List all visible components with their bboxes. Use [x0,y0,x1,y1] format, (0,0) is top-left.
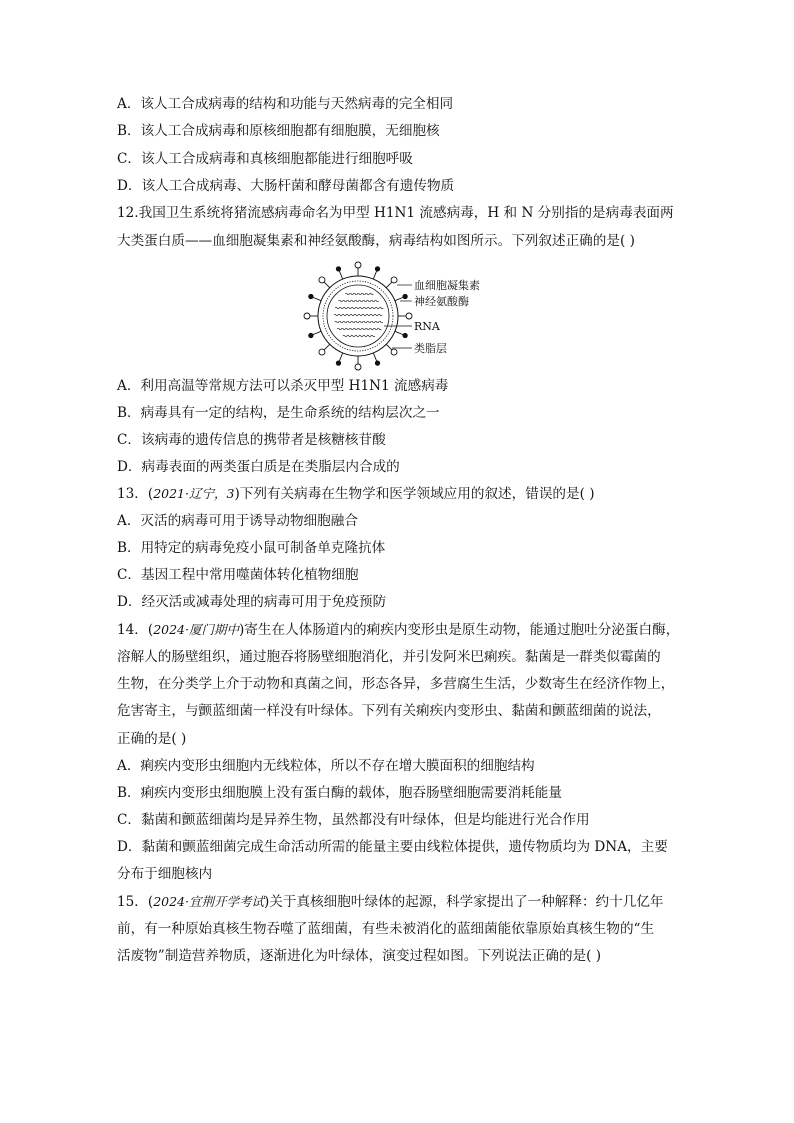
q13-option-b: B．用特定的病毒免疫小鼠可制备单克隆抗体 [117,540,386,556]
q12-stem-line-2: 大类蛋白质——血细胞凝集素和神经氨酸酶，病毒结构如图所示。下列叙述正确的是( ) [117,233,635,249]
q14-stem-line-2: 溶解人的肠壁组织，通过胞吞将肠壁细胞消化，并引发阿米巴痢疾。黏菌是一群类似霉菌的 [117,649,661,665]
q15-number: 15．( [117,894,154,910]
spike-stalk [339,271,342,279]
virus-structure-diagram [300,260,520,372]
q15-stem-line-3: 活废物”制造营养物质，逐渐进化为叶绿体，演变过程如图。下列说法正确的是( ) [117,948,602,964]
label-rna: RNA [414,320,440,333]
q15-stem-line-1 [117,892,664,912]
q11-option-b: B．该人工合成病毒和原核细胞都有细胞膜，无细胞核 [117,123,440,139]
q13-stem-text: )下列有关病毒在生物学和医学领域应用的叙述，错误的是( ) [234,486,595,502]
q12-option-b: B．病毒具有一定的结构，是生命系统的结构层次之一 [117,405,440,421]
neuraminidase-spike [375,361,379,365]
spike-stalk [313,331,321,334]
q14-stem-line-3: 生物，在分类学上介于动物和真菌之间，形态各异，多营腐生生活，少数寄生在经济作物上， [117,676,675,692]
spike-stalk [313,297,321,300]
neuraminidase-spike [403,294,407,298]
hemagglutinin-spike [355,262,361,268]
q14-source: 2024·厦门期中 [153,622,239,637]
label-lipid-layer: 类脂层 [414,342,447,355]
spike-stalk [339,353,342,361]
q12-stem-line-1: 12.我国卫生系统将猪流感病毒命名为甲型 H1N1 流感病毒，H 和 N 分别指的是病毒表面两 [117,205,674,221]
q11-option-d: D．该人工合成病毒、大肠杆菌和酵母菌都含有遗传物质 [117,178,455,194]
q13-source: 2021·辽宁，3 [153,486,235,501]
q13-number: 13．( [117,486,154,502]
hemagglutinin-spike [355,364,361,370]
rna-wave [339,300,379,302]
neuraminidase-spike [309,333,313,337]
spike-stalk [395,331,403,334]
q13-option-d: D．经灭活或减毒处理的病毒可用于免疫预防 [117,594,387,610]
q12-option-a: A．利用高温等常规方法可以杀灭甲型 H1N1 流感病毒 [117,378,449,394]
q13-option-a: A．灭活的病毒可用于诱导动物细胞融合 [117,513,358,529]
q14-option-a: A．痢疾内变形虫细胞内无线粒体，所以不存在增大膜面积的细胞结构 [117,758,535,774]
hemagglutinin-spike [319,277,325,283]
hemagglutinin-spike [406,313,412,319]
label-neuraminidase: 神经氨酸酶 [414,295,469,308]
q14-stem-text: )寄生在人体肠道内的痢疾内变形虫是原生动物，能通过胞吐分泌蛋白酶， [239,622,680,638]
neuraminidase-spike [403,333,407,337]
spike-stalk [373,271,376,279]
q14-stem-line-5: 正确的是( ) [117,731,187,747]
q14-option-b: B．痢疾内变形虫细胞膜上没有蛋白酶的载体，胞吞肠壁细胞需要消耗能量 [117,785,562,801]
q15-stem-text: )关于真核细胞叶绿体的起源，科学家提出了一种解释：约十几亿年 [264,894,664,910]
hemagglutinin-spike [391,277,397,283]
q11-option-c: C．该人工合成病毒和真核细胞都能进行细胞呼吸 [117,151,413,167]
spike-stalk [395,297,403,300]
q15-source: 2024·宜荆开学考试 [153,894,264,909]
neuraminidase-spike [309,294,313,298]
q13-stem [117,484,595,504]
q14-option-c: C．黏菌和颤蓝细菌均是异养生物，虽然都没有叶绿体，但是均能进行光合作用 [117,812,590,828]
hemagglutinin-spike [391,349,397,355]
q14-stem-line-4: 危害寄主，与颤蓝细菌一样没有叶绿体。下列有关痢疾内变形虫、黏菌和颤蓝细菌的说法， [117,703,661,719]
hemagglutinin-spike [304,313,310,319]
q11-option-a: A．该人工合成病毒的结构和功能与天然病毒的完全相同 [117,96,454,112]
q15-stem-line-2: 前，有一种原始真核生物吞噬了蓝细菌，有些未被消化的蓝细菌能依靠原始真核生物的“生 [117,921,655,937]
q14-option-d-continued: 分布于细胞核内 [117,866,213,882]
q12-option-d: D．病毒表面的两类蛋白质是在类脂层内合成的 [117,459,400,475]
q12-option-c: C．该病毒的遗传信息的携带者是核糖核苷酸 [117,432,386,448]
spike-stalk [373,353,376,361]
label-hemagglutinin: 血细胞凝集素 [414,279,480,292]
q14-option-d: D．黏菌和颤蓝细菌完成生命活动所需的能量主要由线粒体提供，遗传物质均为 DNA，主要 [117,839,668,855]
hemagglutinin-spike [319,349,325,355]
neuraminidase-spike [336,361,340,365]
neuraminidase-spike [375,267,379,271]
q14-number: 14．( [117,622,154,638]
neuraminidase-spike [336,267,340,271]
q13-option-c: C．基因工程中常用噬菌体转化植物细胞 [117,567,359,583]
q14-stem-line-1 [117,620,679,640]
